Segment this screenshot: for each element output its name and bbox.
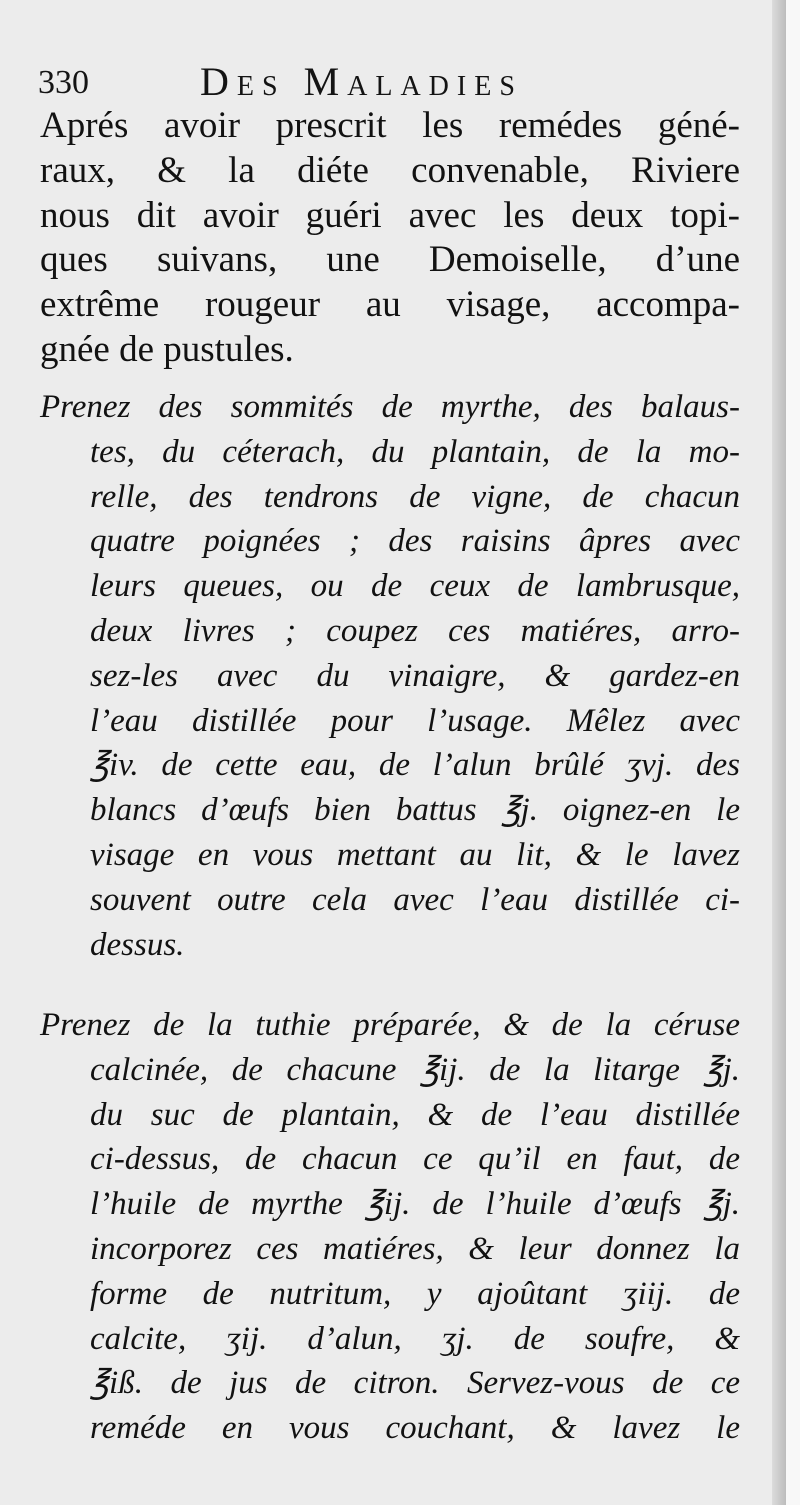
text-line: nous dit avoir guéri avec les deux topi- [40,194,740,236]
recipe-paragraph-1 [40,385,740,967]
text-line: ci-dessus, de chacun ce qu’il en faut, de [90,1141,740,1178]
text-line: du suc de plantain, & de l’eau distillée [90,1096,740,1133]
text-line: raux, & la diéte convenable, Riviere [40,149,740,191]
running-head: Des Maladies [200,59,523,104]
recipe-paragraph-2 [40,1003,740,1451]
text-line: quatre poignées ; des raisins âpres avec [90,523,740,560]
text-line: extrême rougeur au visage, accompa- [40,284,740,326]
text-line: Aprés avoir prescrit les remédes géné- [40,105,740,146]
text-line: calcite, ʒij. d’alun, ʒj. de soufre, & [90,1320,740,1357]
text-line: incorporez ces matiéres, & leur donnez la [90,1230,740,1267]
text-line: ℥iß. de jus de citron. Servez-vous de ce [90,1365,740,1402]
text-line: forme de nutritum, y ajoûtant ʒiij. de [90,1275,740,1312]
text-line: ℥iv. de cette eau, de l’alun brûlé ʒvj. des [90,747,740,784]
text-line: l’eau distillée pour l’usage. Mêlez avec [90,702,740,739]
text-line: sez-les avec du vinaigre, & gardez-en [90,657,740,694]
text-line: deux livres ; coupez ces matiéres, arro- [90,612,740,649]
text-line: ques suivans, une Demoiselle, d’une [40,239,740,281]
intro-paragraph [40,104,740,373]
text-line: blancs d’œufs bien battus ℥j. oignez-en le [90,792,740,829]
text-line: Prenez de la tuthie préparée, & de la céruse [40,1007,740,1043]
text-line: reméde en vous couchant, & lavez le [90,1410,740,1447]
text-line: souvent outre cela avec l’eau distillée ci- [90,881,740,918]
text-line: visage en vous mettant au lit, & le lavez [90,836,740,873]
text-line: gnée de pustules. [40,328,294,370]
text-line: dessus. [90,926,185,963]
page-header [38,58,738,102]
text-line: tes, du céterach, du plantain, de la mo- [90,433,740,470]
page-number: 330 [38,64,89,101]
text-line: l’huile de myrthe ℥ij. de l’huile d’œufs ℥j. [90,1186,740,1223]
text-line: calcinée, de chacune ℥ij. de la litarge ℥j. [90,1051,740,1088]
text-line: relle, des tendrons de vigne, de chacun [90,478,740,515]
text-line: Prenez des sommités de myrthe, des balaus- [40,389,740,425]
text-line: leurs queues, ou de ceux de lambrusque, [90,568,740,605]
page-edge [786,0,800,1505]
